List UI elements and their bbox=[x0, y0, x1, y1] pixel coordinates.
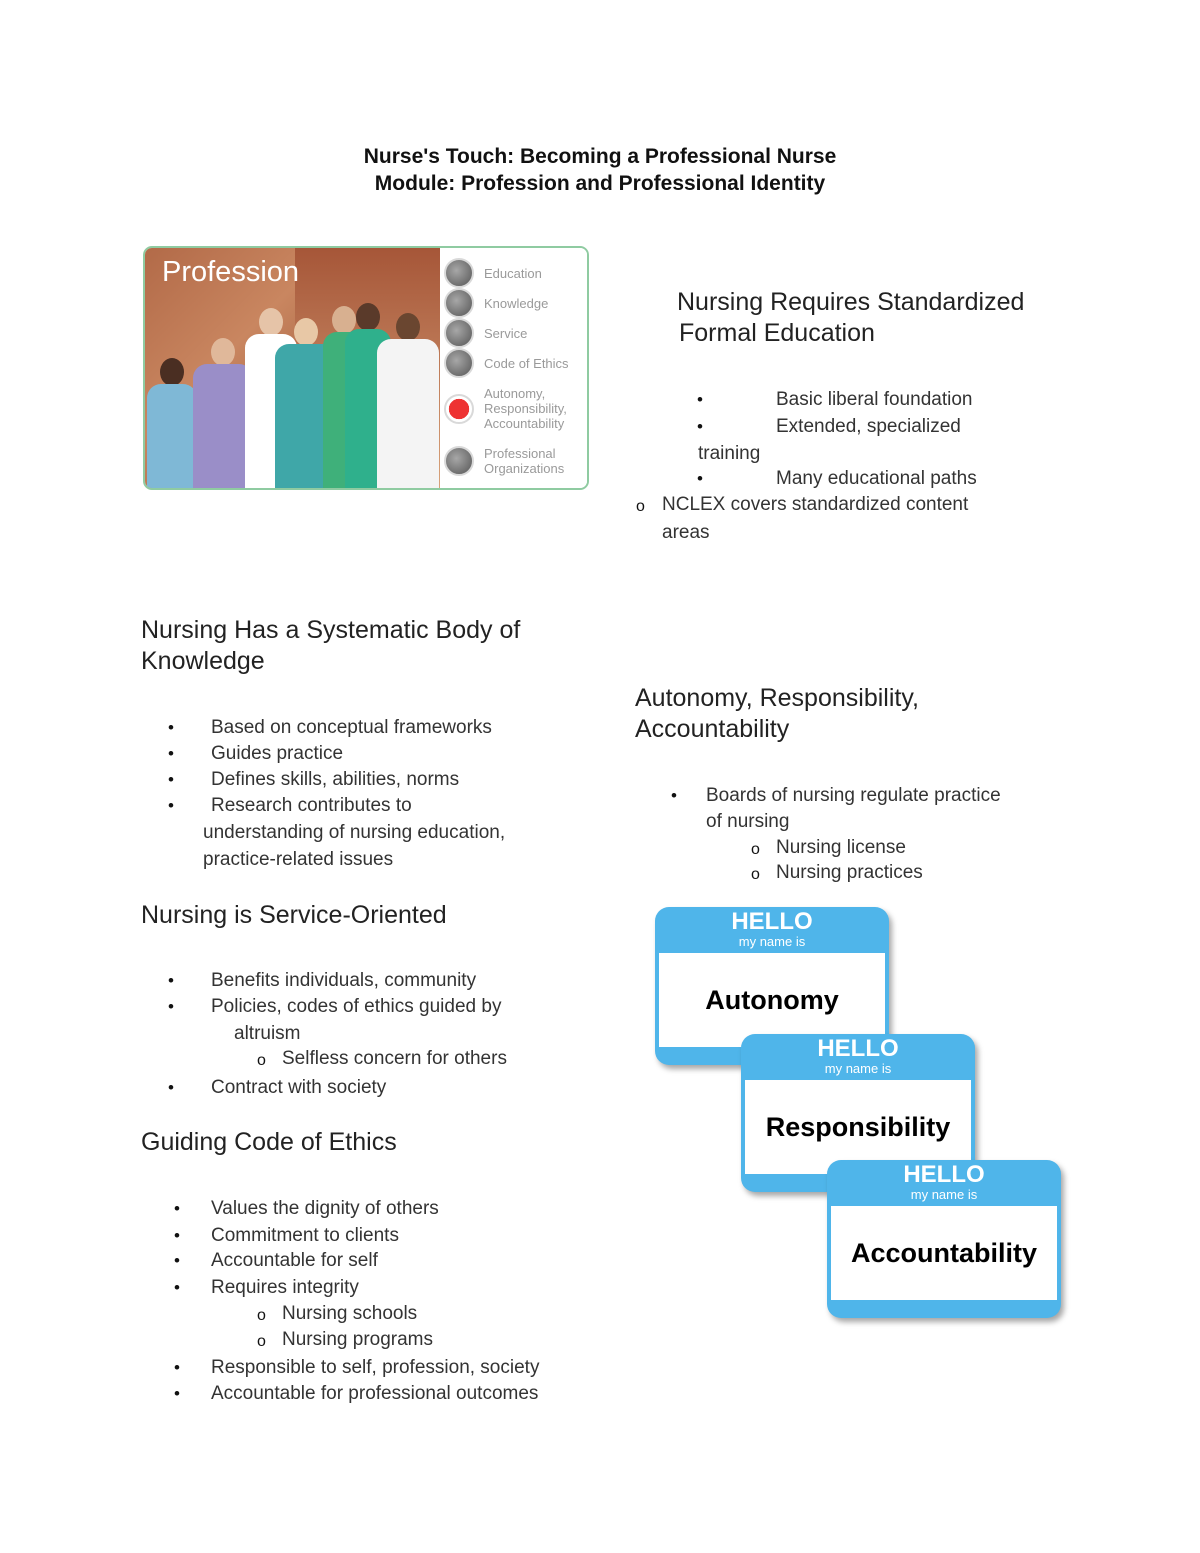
name-tag-autonomy: HELLO my name is Autonomy bbox=[655, 907, 889, 1065]
service-item-cont: altruism bbox=[234, 1023, 301, 1044]
service-subitem: Selfless concern for others bbox=[282, 1048, 507, 1069]
nurses-photo bbox=[145, 248, 440, 488]
nurse-figure bbox=[377, 313, 439, 488]
menu-autonomy: Autonomy, Responsibility, Accountability bbox=[444, 386, 567, 431]
bullet-icon: • bbox=[168, 770, 174, 789]
autonomy-subitem: Nursing license bbox=[776, 837, 906, 858]
autonomy-subitem: Nursing practices bbox=[776, 862, 923, 883]
ethics-heading: Guiding Code of Ethics bbox=[141, 1128, 397, 1156]
ethics-item: Accountable for self bbox=[211, 1250, 378, 1271]
bullet-icon: • bbox=[174, 1199, 180, 1218]
bullet-icon: • bbox=[671, 786, 677, 805]
nurse-figure bbox=[147, 358, 197, 488]
education-icon bbox=[444, 258, 474, 288]
profession-image bbox=[143, 246, 589, 490]
nurse-figure bbox=[193, 338, 253, 488]
education-item: Basic liberal foundation bbox=[776, 389, 973, 410]
bullet-icon: • bbox=[697, 417, 703, 436]
knowledge-item: Research contributes to bbox=[211, 795, 412, 816]
service-icon bbox=[444, 318, 474, 348]
bullet-icon: • bbox=[174, 1384, 180, 1403]
document-title bbox=[0, 143, 1200, 197]
ethics-item: Accountable for professional outcomes bbox=[211, 1383, 539, 1404]
ethics-item: Values the dignity of others bbox=[211, 1198, 439, 1219]
education-item: Extended, specialized bbox=[776, 416, 961, 437]
circle-bullet-icon: o bbox=[751, 841, 760, 858]
name-tag-word: Responsibility bbox=[765, 1111, 951, 1142]
education-item: Many educational paths bbox=[776, 468, 977, 489]
name-tag-accountability: HELLO my name is Accountability bbox=[827, 1160, 1061, 1318]
ethics-subitem: Nursing programs bbox=[282, 1329, 433, 1350]
bullet-icon: • bbox=[697, 469, 703, 488]
knowledge-icon bbox=[444, 288, 474, 318]
menu-code-of-ethics: Code of Ethics bbox=[444, 348, 569, 378]
stop-sign-icon bbox=[444, 394, 474, 424]
knowledge-item-cont: understanding of nursing education, bbox=[203, 822, 506, 843]
knowledge-item: Defines skills, abilities, norms bbox=[211, 769, 460, 790]
education-subitem: NCLEX covers standardized content bbox=[662, 494, 969, 515]
service-item: Benefits individuals, community bbox=[211, 970, 477, 991]
knowledge-heading-1: Nursing Has a Systematic Body of bbox=[141, 616, 521, 644]
service-item: Policies, codes of ethics guided by bbox=[211, 996, 502, 1017]
ethics-icon bbox=[444, 348, 474, 378]
name-tag-word: Accountability bbox=[850, 1237, 1038, 1268]
ethics-item: Requires integrity bbox=[211, 1277, 359, 1298]
knowledge-item: Guides practice bbox=[211, 743, 344, 764]
ethics-item: Responsible to self, profession, society bbox=[211, 1357, 540, 1378]
service-item: Contract with society bbox=[211, 1077, 387, 1098]
name-tag-word: Autonomy bbox=[705, 984, 839, 1015]
autonomy-heading-2: Accountability bbox=[635, 715, 790, 743]
circle-bullet-icon: o bbox=[257, 1307, 266, 1324]
title-line-2: Module: Profession and Professional Identity bbox=[374, 172, 826, 195]
ethics-item: Commitment to clients bbox=[211, 1225, 399, 1246]
menu-organizations: Professional Organizations bbox=[444, 446, 564, 476]
circle-bullet-icon: o bbox=[636, 498, 645, 515]
bullet-icon: • bbox=[168, 744, 174, 763]
title-line-1: Nurse's Touch: Becoming a Professional Nurse bbox=[363, 145, 837, 168]
organizations-icon bbox=[444, 446, 474, 476]
bullet-icon: • bbox=[168, 971, 174, 990]
bullet-icon: • bbox=[174, 1278, 180, 1297]
knowledge-heading-2: Knowledge bbox=[141, 647, 265, 675]
ethics-subitem: Nursing schools bbox=[282, 1303, 418, 1324]
autonomy-heading-1: Autonomy, Responsibility, bbox=[635, 684, 919, 712]
bullet-icon: • bbox=[174, 1226, 180, 1245]
bullet-icon: • bbox=[174, 1251, 180, 1270]
menu-education: Education bbox=[444, 258, 542, 288]
profession-label: Profession bbox=[162, 256, 300, 288]
profession-menu bbox=[442, 248, 587, 488]
circle-bullet-icon: o bbox=[257, 1333, 266, 1350]
service-heading: Nursing is Service-Oriented bbox=[141, 901, 447, 929]
education-heading-1: Nursing Requires Standardized bbox=[677, 288, 1025, 316]
menu-knowledge: Knowledge bbox=[444, 288, 548, 318]
circle-bullet-icon: o bbox=[751, 866, 760, 883]
bullet-icon: • bbox=[168, 796, 174, 815]
bullet-icon: • bbox=[168, 997, 174, 1016]
bullet-icon: • bbox=[697, 390, 703, 409]
bullet-icon: • bbox=[168, 1078, 174, 1097]
menu-service: Service bbox=[444, 318, 527, 348]
bullet-icon: • bbox=[174, 1358, 180, 1377]
knowledge-item: Based on conceptual frameworks bbox=[211, 717, 492, 738]
autonomy-item: Boards of nursing regulate practice bbox=[706, 785, 1001, 806]
bullet-icon: • bbox=[168, 718, 174, 737]
education-item: training bbox=[698, 443, 761, 464]
education-subitem: areas bbox=[662, 522, 710, 543]
education-heading-2: Formal Education bbox=[679, 319, 875, 347]
knowledge-item-cont: practice-related issues bbox=[203, 849, 394, 870]
name-tag-responsibility: HELLO my name is Responsibility bbox=[741, 1034, 975, 1192]
circle-bullet-icon: o bbox=[257, 1052, 266, 1069]
autonomy-item-cont: of nursing bbox=[706, 811, 790, 832]
